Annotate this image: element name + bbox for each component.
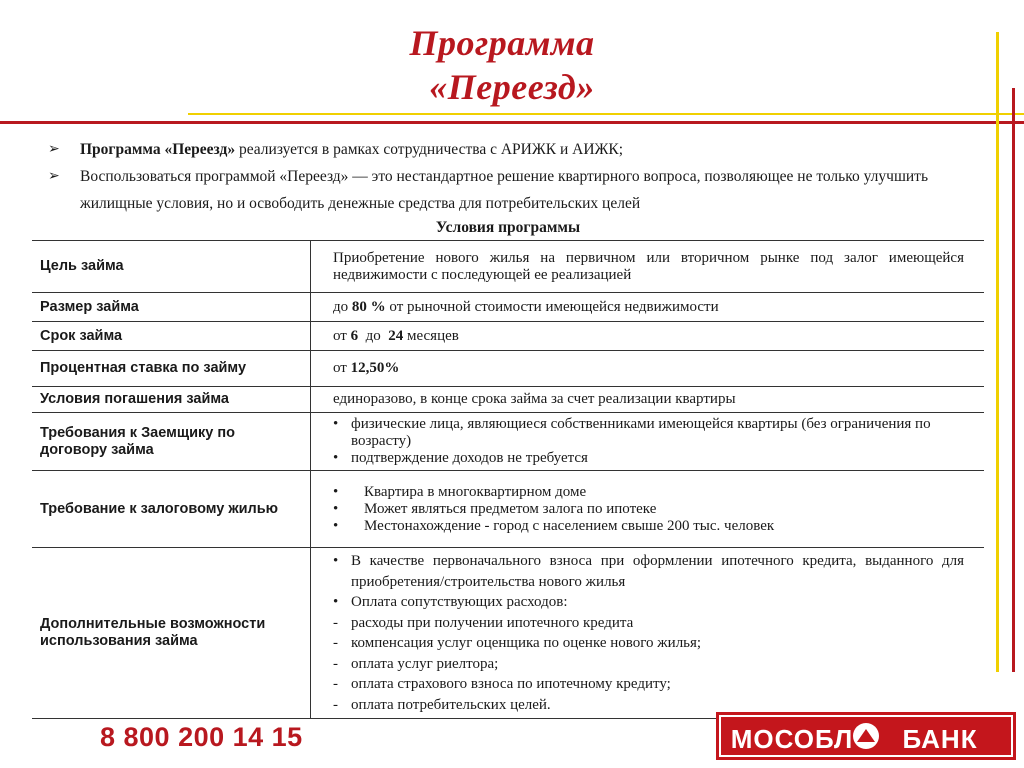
value-number: 12,50% xyxy=(350,360,400,376)
row-value: Приобретение нового жилья на первичном или вторичном рынке под залог имеющейся недвижимости с последующей ее реализацией xyxy=(311,241,985,293)
intro-item-text: Воспользоваться программой «Переезд» — это нестандартное решение квартирного вопроса, позволяющее не только улучшить жилищные условия, но и освободить денежные средства для потребительских целей xyxy=(80,168,929,212)
dash-bullet-icon: - xyxy=(333,676,338,692)
bullet-list xyxy=(333,416,964,467)
decor-gold-vertical xyxy=(996,32,999,672)
logo-text-right: БАНК xyxy=(902,724,978,754)
list-item-text: оплата услуг риелтора; xyxy=(351,655,499,672)
value-suffix: от рыночной стоимости имеющейся недвижимости xyxy=(385,298,719,315)
dash-bullet-icon: - xyxy=(333,696,338,713)
table-row xyxy=(32,322,984,351)
phone-number: 8 800 200 14 15 xyxy=(100,722,303,752)
row-label: Цель займа xyxy=(32,241,311,293)
arrow-bullet-icon: ➢ xyxy=(48,142,60,157)
bullet-dot-icon: • xyxy=(333,517,339,534)
list-item-text: физические лица, являющиеся собственниками имеющейся квартиры (без ограничения по возрасту) xyxy=(351,416,931,449)
list-item xyxy=(333,654,964,675)
list-item-text: Квартира в многоквартирном доме xyxy=(364,483,587,500)
bullet-list xyxy=(333,484,964,535)
value-prefix: от xyxy=(333,327,351,344)
row-value xyxy=(311,548,985,719)
list-item-text: подтверждение доходов не требуется xyxy=(351,450,588,466)
conditions-table xyxy=(32,240,984,719)
list-item-text: В качестве первоначального взноса при оформлении ипотечного кредита, выданного для приобретения/строительства нового жилья xyxy=(351,553,964,590)
decor-red-line xyxy=(0,121,1024,124)
list-item-text: оплата страхового взноса по ипотечному кредиту; xyxy=(351,676,671,692)
row-label: Требования к Заемщику по договору займа xyxy=(32,413,311,471)
value-number: 24 xyxy=(388,327,404,344)
table-row xyxy=(32,387,984,413)
logo-text-left: МОСОБЛ xyxy=(730,724,854,754)
table-row xyxy=(32,293,984,322)
row-label: Размер займа xyxy=(32,293,311,322)
list-item xyxy=(333,633,964,654)
list-item xyxy=(333,501,964,518)
row-value xyxy=(311,351,985,387)
value-number: 80 % xyxy=(351,298,386,315)
intro-item-text: реализуется в рамках сотрудничества с АРИЖК и АИЖК; xyxy=(235,141,624,158)
conditions-title: Условия программы xyxy=(435,219,581,236)
intro-item xyxy=(48,136,978,163)
row-value: единоразово, в конце срока займа за счет реализации квартиры xyxy=(311,387,985,413)
dash-bullet-icon: - xyxy=(333,635,338,651)
row-value xyxy=(311,413,985,471)
bank-logo xyxy=(716,712,1016,760)
value-number: 6 xyxy=(350,327,359,344)
table-row xyxy=(32,471,984,548)
decor-gold-line xyxy=(188,113,1024,115)
row-label: Дополнительные возможности использования займа xyxy=(32,548,311,719)
list-item xyxy=(333,592,964,613)
bullet-dot-icon: • xyxy=(333,594,339,610)
list-item xyxy=(333,484,964,501)
row-label: Срок займа xyxy=(32,322,311,351)
list-item-text: расходы при получении ипотечного кредита xyxy=(351,614,634,631)
list-item xyxy=(333,518,964,535)
row-value xyxy=(311,471,985,548)
row-label: Требование к залоговому жилью xyxy=(32,471,311,548)
bullet-dot-icon: • xyxy=(333,553,339,569)
page-title-line1: Программа xyxy=(409,23,595,63)
dash-bullet-icon: - xyxy=(333,614,338,631)
table-row xyxy=(32,351,984,387)
row-value xyxy=(311,293,985,322)
table-row xyxy=(32,548,984,719)
list-item-text: компенсация услуг оценщика по оценке нового жилья; xyxy=(351,635,702,651)
list-item xyxy=(333,450,964,467)
table-row xyxy=(32,413,984,471)
row-label: Процентная ставка по займу xyxy=(32,351,311,387)
page-title-line2: «Переезд» xyxy=(429,67,595,107)
value-suffix: месяцев xyxy=(403,327,459,344)
intro-list xyxy=(48,136,978,217)
list-item xyxy=(333,416,964,450)
list-item xyxy=(333,551,964,592)
list-item-text: Оплата сопутствующих расходов: xyxy=(351,594,568,610)
bullet-dot-icon: • xyxy=(333,500,339,517)
value-prefix: до xyxy=(333,298,352,315)
list-item-text: Местонахождение - город с населением свыше 200 тыс. человек xyxy=(364,517,775,534)
list-item-text: оплата потребительских целей. xyxy=(351,696,551,713)
intro-item-bold: Программа «Переезд» xyxy=(80,141,236,158)
value-prefix: от xyxy=(333,360,351,376)
arrow-bullet-icon: ➢ xyxy=(48,169,60,184)
bullet-dot-icon: • xyxy=(333,450,339,466)
bullet-dot-icon: • xyxy=(333,416,339,432)
row-label: Условия погашения займа xyxy=(32,387,311,413)
row-value xyxy=(311,322,985,351)
list-item xyxy=(333,613,964,634)
dash-bullet-icon: - xyxy=(333,655,338,672)
table-row xyxy=(32,241,984,293)
bullet-dot-icon: • xyxy=(333,483,339,500)
logo-graphic xyxy=(716,712,1016,760)
list-item-text: Может являться предметом залога по ипотеке xyxy=(364,500,657,517)
list-item xyxy=(333,674,964,695)
bullet-list xyxy=(333,551,964,715)
value-mid: до xyxy=(358,327,389,344)
decor-red-vertical xyxy=(1012,88,1015,672)
intro-item xyxy=(48,163,978,217)
